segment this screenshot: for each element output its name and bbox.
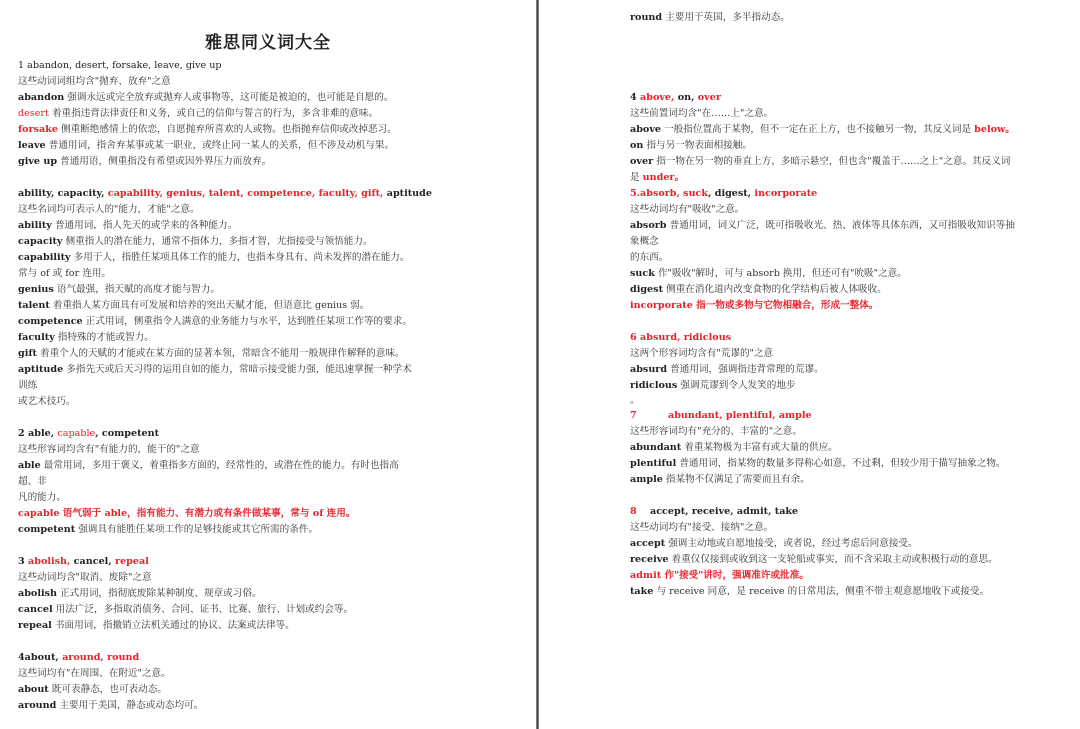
carryover [630,10,790,26]
section-heading: 1 abandon, desert, forsake, leave, give up [18,60,222,71]
entry-admit: admit 作"接受"讲时，强调准许或批准。 [630,570,809,581]
entry-repeal: repeal 书面用词，指撤销立法机关通过的协议、法案或法律等。 [18,620,295,631]
entry-abolish: abolish 正式用词，指彻底废除某种制度、规章或习俗。 [18,588,262,599]
entry-receive: receive 着重仅仅接到或收到这一支轮船或事实，而不含采取主动或积极行动的意思。 [630,554,998,565]
entry-continuation: 常与 of 或 for 连用。 [18,268,112,279]
document-page-right [540,0,1080,729]
entry-plentiful: plentiful 普通用词，指某物的数量多得称心如意，不过剩，但较少用于描写抽象之物。 [630,458,1006,469]
section-intro: 这些动词均含"取消、废除"之意 [18,572,152,583]
section-intro: 这些前置词均含"在……上"之意。 [630,108,774,119]
entry-continuation: 或艺术技巧。 [18,396,76,407]
entry-absorb: absorb 普通用词，词义广泛，既可指吸收光、热、液体等具体东西，又可指吸收知识等抽 [630,220,1015,231]
entry-genius: genius 语气最强，指天赋的高度才能与智力。 [18,284,220,295]
entry-above: above 一般指位置高于某物，但不一定在正上方，也不接触另一物，其反义词是 below。 [630,124,1015,135]
entry-capability: capability 多用于人，指胜任某项具体工作的能力，也指本身具有、尚未发挥的潜在能力。 [18,252,410,263]
section-heading: 4about, around, round [18,652,140,663]
entry-take: take 与 receive 同意，是 receive 的日常用法，侧重不带主观意愿地收下或接受。 [630,586,990,597]
section-intro: 这些词均有"在周围、在附近"之意。 [18,668,171,679]
entry-continuation: 象概念 [630,236,659,247]
entry-leave: leave 普通用词，指舍弃某事或某一职业，或终止同一某人的关系，但不涉及动机与果。 [18,140,395,151]
entry-capacity: capacity 侧重指人的潜在能力，通常不指体力，多指才智，尤指接受与领悟能力。 [18,236,373,247]
section-heading: 7 abundant, plentiful, ample [630,410,812,421]
entry-competent: competent 强调具有能胜任某项工作的足够技能或其它所需的条件。 [18,524,319,535]
section-intro: 这些形容词均含有"有能力的，能干的"之意 [18,444,200,455]
entry-abandon: abandon 强调永远或完全放弃或抛弃人或事物等，这可能是被迫的，也可能是自愿的。 [18,92,394,103]
entry-cancel: cancel 用法广泛，多指取消债务、合同、证书、比赛、旅行、计划或约会等。 [18,604,354,615]
entry-desert: desert 着重指违背法律责任和义务，或自己的信仰与誓言的行为，多含非难的意味。 [18,108,379,119]
entry-about: about 既可表静态，也可表动态。 [18,684,167,695]
entry-continuation: 。 [630,395,640,406]
section-heading: ability, capacity, capability, genius, talent, competence, faculty, gift, aptitude [18,188,432,199]
entry-ability: ability 普通用词，指人先天的或学来的各种能力。 [18,220,238,231]
section-heading: 8 accept, receive, admit, take [630,506,799,517]
document-page-left [0,0,536,729]
entry-forsake: forsake 侧重断绝感情上的依恋，自愿抛弃所喜欢的人或物。也指抛弃信仰或改掉恶习。 [18,124,397,135]
entry-on: on 指与另一物表面相接触。 [630,140,752,151]
entry-capable: capable 语气弱于 able，指有能力、有潜力或有条件做某事，常与 of 连用。 [18,508,356,519]
entry-talent: talent 着重指人某方面具有可发展和培养的突出天赋才能，但语意比 genius 弱。 [18,300,370,311]
entry-over: over 指一物在另一物的垂直上方，多暗示悬空，但也含"覆盖于……之上"之意。其反义词 [630,156,1011,167]
section-intro: 这些动词均有"接受、接纳"之意。 [630,522,774,533]
entry-ample: ample 指某物不仅满足了需要而且有余。 [630,474,810,485]
entry-give-up: give up 普通用语，侧重指没有希望或因外界压力而放弃。 [18,156,272,167]
entry-able: able 最常用词，多用于褒义，着重指多方面的，经常性的，或潜在性的能力。有时也指高 [18,460,399,471]
section-intro: 这些动词均有"吸收"之意。 [630,204,745,215]
entry-ridiclous: ridiclous 强调荒谬到令人发笑的地步 [630,380,796,391]
entry-continuation: 是 under。 [630,172,685,183]
page-divider [536,0,539,729]
entry-incorporate: incorporate 指一物或多物与它物相融合，形成一整体。 [630,300,879,311]
section-heading: 4 above, on, over [630,92,721,103]
entry-accept: accept 强调主动地或自愿地接受，或者说，经过考虑后同意接受。 [630,538,918,549]
document-title: 雅思同义词大全 [205,33,331,53]
entry-competence: competence 正式用词，侧重指令人满意的业务能力与水平，达到胜任某项工作等的要求。 [18,316,412,327]
entry-suck: suck 作"吸收"解时，可与 absorb 换用，但还可有"吮吸"之意。 [630,268,907,279]
entry-round: round 主要用于英国，多半指动态。 [630,12,790,23]
section-heading: 5.absorb, suck, digest, incorporate [630,188,818,199]
section-intro: 这两个形容词均含有"荒谬的"之意 [630,348,774,359]
entry-continuation: 凡的能力。 [18,492,66,503]
section-4b [630,90,1015,600]
section-1 [18,58,432,714]
entry-around: around 主要用于美国，静态或动态均可。 [18,700,204,711]
entry-continuation: 超、非 [18,476,47,487]
section-heading: 3 abolish, cancel, repeal [18,556,149,567]
section-heading: 2 able, capable, competent [18,428,160,439]
entry-digest: digest 侧重在消化道内改变食物的化学结构后被人体吸收。 [630,284,887,295]
section-heading: 6 absurd, ridiclous [630,332,732,343]
section-intro: 这些名词均可表示人的"能力，才能"之意。 [18,204,200,215]
entry-faculty: faculty 指特殊的才能或智力。 [18,332,154,343]
entry-aptitude: aptitude 多指先天或后天习得的运用自如的能力，常暗示接受能力强，能迅速掌握一种学术 [18,364,412,375]
entry-absurd: absurd 普通用词，强调指违背常理的荒谬。 [630,364,824,375]
entry-abundant: abundant 着重某物极为丰富有或大量的供应。 [630,442,838,453]
section-intro: 这些动词词组均含"抛弃、放弃"之意 [18,76,171,87]
entry-continuation: 的东西。 [630,252,669,263]
entry-continuation: 训练 [18,380,38,391]
entry-gift: gift 着重个人的天赋的才能或在某方面的显著本领，常暗含不能用一般规律作解释的意味。 [18,348,405,359]
section-intro: 这些形容词均有"充分的、丰富的"之意。 [630,426,802,437]
